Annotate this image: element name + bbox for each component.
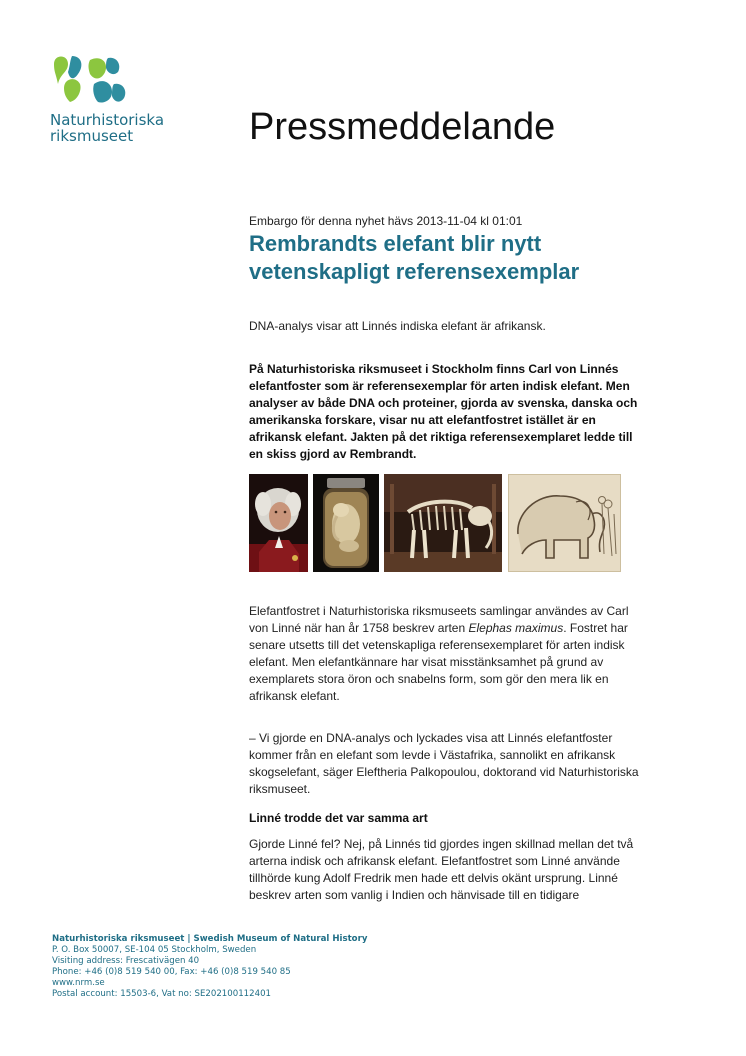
headline-line-2: vetenskapligt referensexemplar (249, 259, 580, 284)
footer-address: P. O. Box 50007, SE-104 05 Stockholm, Sweden (52, 945, 257, 955)
intro-line: elefantfoster som är referensexemplar för arten indisk elefant. Men (249, 379, 630, 393)
embargo-notice: Embargo för denna nyhet hävs 2013-11-04 kl 01:01 (249, 214, 523, 228)
body-line: tillhörde kung Adolf Fredrik men hade ett delvis okänt ursprung. Linné (249, 871, 618, 885)
species-name: Elephas maximus (468, 621, 564, 635)
body-line: – Vi gjorde en DNA-analys och lyckades visa att Linnés elefantfoster (249, 731, 613, 745)
linnaeus-portrait-image (249, 474, 308, 572)
body-line: Elefantfostret i Naturhistoriska riksmuseets samlingar användes av Carl (249, 604, 629, 618)
body-line: senare utsetts till det vetenskapliga referensexemplaret för arten indisk (249, 638, 625, 652)
body-paragraph-3 (249, 836, 669, 904)
body-paragraph-2 (249, 730, 669, 798)
body-text-segment: . Fostret har (563, 621, 628, 635)
body-line: kommer från en elefant som levde i Västafrika, sannolikt en afrikansk (249, 748, 616, 762)
body-paragraph-1 (249, 603, 669, 705)
headline (249, 230, 689, 286)
intro-line: en skiss gjord av Rembrandt. (249, 447, 417, 461)
footer-website: www.nrm.se (52, 978, 105, 988)
page-title: Pressmeddelande (249, 106, 556, 148)
body-line: Gjorde Linné fel? Nej, på Linnés tid gjordes ingen skillnad mellan det två (249, 837, 634, 851)
body-line-with-species (249, 620, 669, 637)
rembrandt-elephant-sketch-image (508, 474, 621, 572)
intro-line: afrikansk elefant. Jakten på det riktiga referensexemplaret ledde till (249, 430, 633, 444)
elephant-fetus-jar-image (313, 474, 379, 572)
footer-phone: Phone: +46 (0)8 519 540 00, Fax: +46 (0)8 519 540 85 (52, 967, 291, 977)
lead-sentence: DNA-analys visar att Linnés indiska elefant är afrikansk. (249, 319, 546, 333)
footer-org: Naturhistoriska riksmuseet | Swedish Museum of Natural History (52, 934, 368, 944)
intro-line: analyser av både DNA och proteiner, gjorda av svenska, danska och (249, 396, 638, 410)
intro-line: amerikanska forskare, visar nu att elefantfostret istället är en (249, 413, 596, 427)
body-line: riksmuseet. (249, 782, 311, 796)
footer-postal-account: Postal account: 15503-6, Vat no: SE202100112401 (52, 989, 272, 999)
section-subheading: Linné trodde det var samma art (249, 811, 428, 825)
body-line: exemplarets stora öron och snabelns form, som gör den mera lik en (249, 672, 609, 686)
logo-line-2: riksmuseet (50, 127, 134, 145)
body-line: arterna indisk och afrikansk elefant. Elefantfostret som Linné använde (249, 854, 620, 868)
intro-line: På Naturhistoriska riksmuseet i Stockholm finns Carl von Linnés (249, 362, 619, 376)
nrm-logo-icon (50, 50, 130, 110)
body-line: beskrev arten som vanlig i Indien och hänvisade till en tidigare (249, 888, 580, 902)
body-line: skogselefant, säger Eleftheria Palkopoulou, doktorand vid Naturhistoriska (249, 765, 639, 779)
page-footer (52, 934, 452, 1000)
body-line: afrikansk elefant. (249, 689, 340, 703)
intro-paragraph (249, 361, 669, 463)
elephant-skeleton-image (384, 474, 502, 572)
footer-visiting-address: Visiting address: Frescativägen 40 (52, 956, 200, 966)
body-line: elefant. Men elefantkännare har visat misstänksamhet på grund av (249, 655, 604, 669)
body-text-segment: von Linné när han år 1758 beskrev arten (249, 621, 469, 635)
logo-line-1: Naturhistoriska (50, 111, 165, 129)
logo-wordmark (50, 112, 190, 144)
headline-line-1: Rembrandts elefant blir nytt (249, 231, 542, 256)
